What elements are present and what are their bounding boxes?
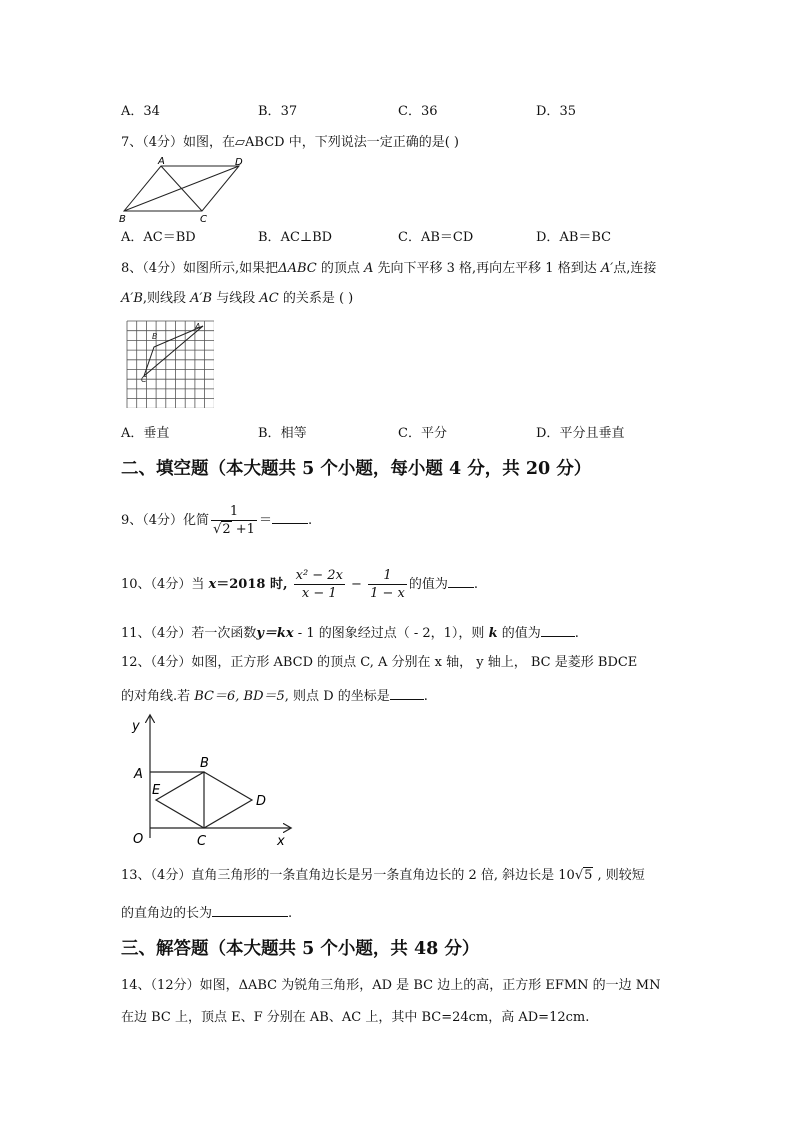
q8-option-c: C．平分 bbox=[398, 426, 447, 441]
q12-answer-blank[interactable] bbox=[390, 687, 424, 700]
q9-fraction: $\frac{1}{√2 +1}$ bbox=[213, 504, 255, 537]
q14-stem-line2: 在边 BC 上，顶点 E、F 分别在 AB、AC 上，其中 BC=24cm，高 AD=12cm. bbox=[121, 1010, 590, 1025]
section-3-title: 三、解答题（本大题共 5 个小题，共 48 分） bbox=[121, 939, 480, 959]
q7-label-c: C bbox=[200, 214, 207, 224]
q11-stem: 11、（4分）若一次函数y＝kx - 1 的图象经过点（ - 2，1），则 k 的值为 . bbox=[121, 626, 579, 641]
q13-stem-line1: 13、（4分）直角三角形的一条直角边长是另一条直角边长的 2 倍, 斜边长是 10√5 , 则较短 bbox=[121, 868, 645, 883]
q6-option-c: C．36 bbox=[398, 104, 438, 119]
q8-stem-line1: 8、（4分）如图所示,如果把ΔABC 的顶点 A 先向下平移 3 格,再向左平移 1 格到达 A′点,连接 bbox=[121, 261, 657, 276]
q9-answer-blank[interactable] bbox=[272, 511, 308, 524]
q10-answer-blank[interactable] bbox=[448, 575, 474, 588]
q8-grid-figure bbox=[126, 320, 214, 408]
q7-parallelogram-figure bbox=[116, 156, 246, 224]
q8-option-b: B．相等 bbox=[258, 426, 307, 441]
q13-answer-blank[interactable] bbox=[212, 904, 288, 917]
q8-stem-line2: A′B,则线段 A′B 与线段 AC 的关系是 ( ) bbox=[121, 291, 354, 306]
q7-option-b: B．AC⊥BD bbox=[258, 230, 333, 245]
q10-fraction-2: $\frac{1}{1 - x}$ bbox=[370, 568, 405, 601]
q6-option-b: B．37 bbox=[258, 104, 298, 119]
section-2-title: 二、填空题（本大题共 5 个小题，每小题 4 分，共 20 分） bbox=[121, 459, 592, 479]
q8-label-c: C bbox=[141, 375, 147, 384]
q8-label-a: A bbox=[195, 322, 201, 331]
q7-label-b: B bbox=[119, 214, 126, 224]
q7-option-d: D．AB＝BC bbox=[536, 230, 612, 245]
q7-label-d: D bbox=[235, 157, 243, 168]
q12-label-e: E bbox=[152, 783, 161, 798]
q12-label-a: A bbox=[134, 767, 143, 782]
q7-option-c: C．AB＝CD bbox=[398, 230, 474, 245]
q13-stem-line2: 的直角边的长为 . bbox=[121, 906, 293, 921]
q12-label-b: B bbox=[200, 756, 209, 771]
q12-stem-line2: 的对角线.若 BC＝6, BD＝5, 则点 D 的坐标是 . bbox=[121, 689, 428, 704]
q11-answer-blank[interactable] bbox=[541, 624, 575, 637]
q12-label-o: O bbox=[133, 832, 144, 847]
q10-stem: 10、（4分）当 x＝2018 时, $\frac{\text{x² − 2x}}{x - 1}$ − $\frac{1}{1 - x}$ 的值为 . bbox=[121, 568, 479, 601]
q10-fraction-1: $\frac{\text{x² − 2x}}{x - 1}$ bbox=[295, 568, 343, 601]
q8-option-a: A．垂直 bbox=[121, 426, 170, 441]
q8-label-b: B bbox=[152, 332, 158, 341]
q12-label-c: C bbox=[197, 834, 207, 849]
q14-stem-line1: 14、（12分）如图，ΔABC 为锐角三角形，AD 是 BC 边上的高，正方形 EFMN 的一边 MN bbox=[121, 978, 661, 993]
q6-option-a: A．34 bbox=[121, 104, 160, 119]
q12-label-d: D bbox=[256, 794, 267, 809]
q12-label-y: y bbox=[132, 719, 140, 734]
q6-option-d: D．35 bbox=[536, 104, 576, 119]
q8-option-d: D．平分且垂直 bbox=[536, 426, 625, 441]
q9-stem: 9、（4分）化简 $\frac{1}{√2 +1}$ ＝ . bbox=[121, 504, 313, 537]
q12-coordinate-figure bbox=[126, 712, 296, 852]
q7-stem: 7、（4分）如图，在▱ABCD 中，下列说法一定正确的是( ) bbox=[121, 135, 460, 150]
q7-label-a: A bbox=[158, 156, 165, 167]
q12-label-x: x bbox=[277, 834, 285, 849]
q7-option-a: A．AC＝BD bbox=[121, 230, 196, 245]
q12-stem-line1: 12、（4分）如图，正方形 ABCD 的顶点 C, A 分别在 x 轴， y 轴上， BC 是菱形 BDCE bbox=[121, 655, 638, 670]
